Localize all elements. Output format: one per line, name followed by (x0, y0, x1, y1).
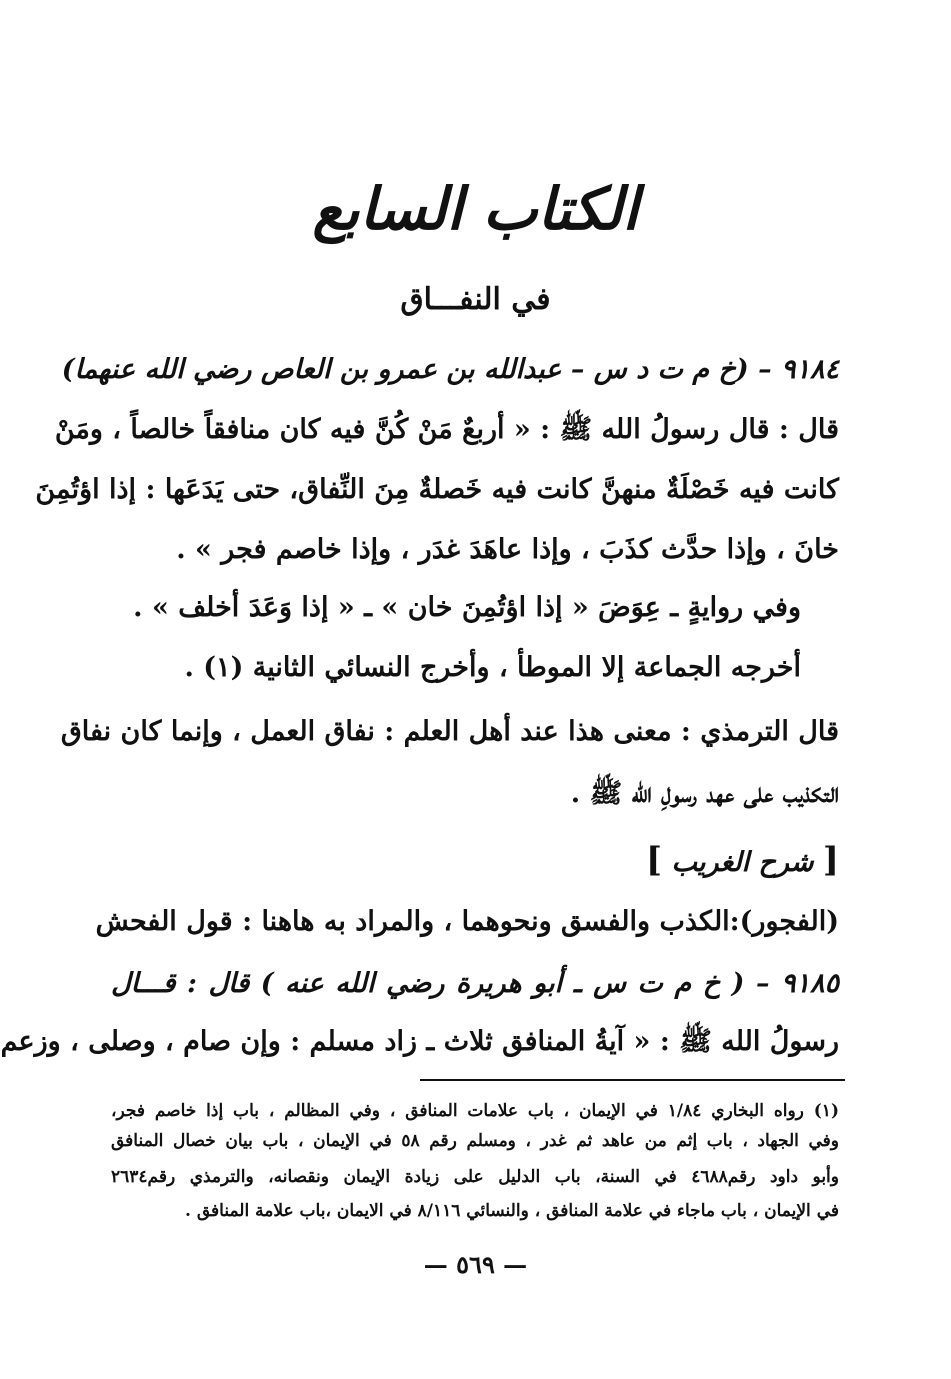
gharib-heading-label: شرح الغريب (671, 847, 814, 878)
footnote-line-1: (١) رواه البخاري ١/٨٤ في الإيمان ، باب علامات المنافق ، وفي المظالم ، باب إذا خاصم فجر، (111, 1101, 839, 1121)
hadith-9184-line-1: قال : قال رسولُ الله ﷺ : « أربعٌ مَنْ كُنَّ فيه كان منافقاً خالصاً ، ومَنْ (54, 414, 839, 445)
hadith-9185-line: رسولُ الله ﷺ : « آيةُ المنافق ثلاث ـ زاد مسلم : وإن صام ، وصلى ، وزعم (0, 1026, 839, 1057)
hadith-9184-line-2: كانت فيه خَصْلَةٌ منهنَّ كانت فيه خَصلةٌ مِنَ النِّفاق، حتى يَدَعَها : إذا اؤتُمِنَ (35, 474, 839, 505)
tirmidhi-line-1: قال الترمذي : معنى هذا عند أهل العلم : نفاق العمل ، وإنما كان نفاق (60, 716, 839, 747)
hadith-9185-header: ٩١٨٥ – ( خ م ت س ـ أبو هريرة رضي الله عنه ) قال : قـــال (111, 968, 839, 999)
tirmidhi-line-2: التكذيب على عهد رسولِ الله ﷺ . (570, 778, 839, 809)
bracket-close: ] (645, 840, 663, 880)
footnote-separator (420, 1079, 845, 1081)
hadith-9184-header: ٩١٨٤ – (خ م ت د س – عبدالله بن عمرو بن العاص رضي الله عنهما) (61, 354, 839, 385)
page-number: — ٥٦٩ — (423, 1250, 528, 1279)
section-title: في النفـــاق (400, 282, 551, 317)
book-title: الكتاب السابع (312, 175, 639, 243)
footnote-line-2: وفي الجهاد ، باب إثم من عاهد ثم غدر ، ومسلم رقم ٥٨ في الإيمان ، باب بيان خصال المنافق (111, 1131, 840, 1151)
bracket-open: [ (822, 840, 839, 880)
hadith-9184-takhrij: أخرجه الجماعة إلا الموطأ ، وأخرج النسائي الثانية (١) . (184, 652, 801, 683)
hadith-9184-riwaya: وفي روايةٍ ـ عِوَضَ « إذا اؤتُمِنَ خان » ـ « إذا وَعَدَ أخلف » . (133, 592, 801, 623)
footnote-line-4: في الإيمان ، باب ماجاء في علامة المنافق ، والنسائي ٨/١١٦ في الايمان ،باب علامة المنافق . (185, 1201, 839, 1221)
footnote-line-3: وأبو داود رقم٤٦٨٨ في السنة، باب الدليل على زيادة الإيمان ونقصانه، والترمذي رقم٢٦٣٤ (111, 1167, 839, 1187)
gharib-heading (646, 840, 839, 880)
hadith-9184-line-3: خانَ ، وإذا حدَّث كذَبَ ، وإذا عاهَدَ غدَر ، وإذا خاصم فجر » . (176, 534, 839, 565)
gharib-text: (الفجور):الكذب والفسق ونحوهما ، والمراد به هاهنا : قول الفحش (95, 906, 839, 937)
